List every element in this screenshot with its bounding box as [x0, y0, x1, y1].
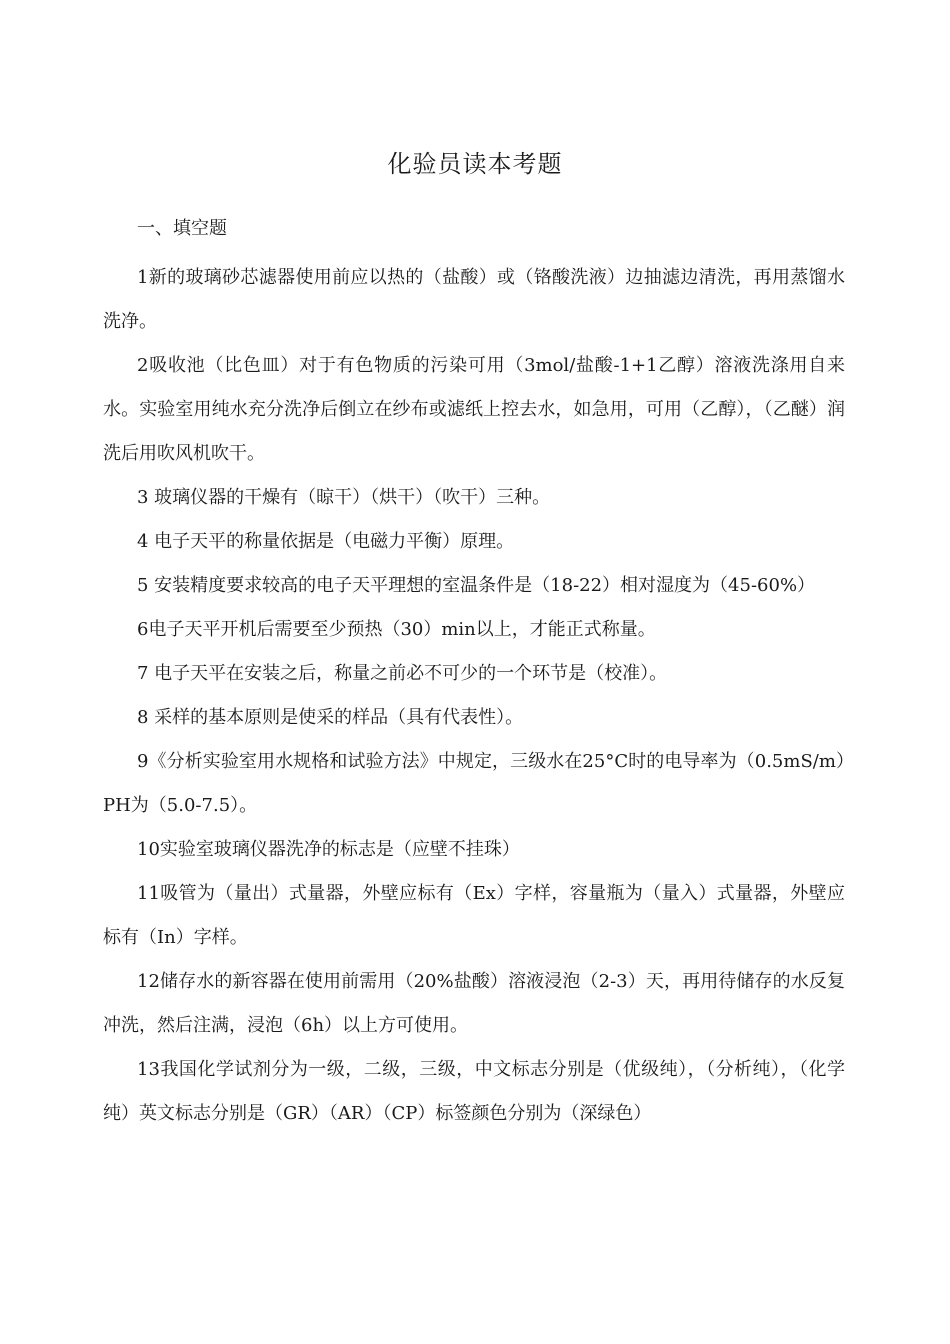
question-1: 1新的玻璃砂芯滤器使用前应以热的（盐酸）或（铬酸洗液）边抽滤边清洗，再用蒸馏水洗净。 — [103, 267, 845, 332]
question-6: 6电子天平开机后需要至少预热（30）min以上，才能正式称量。 — [137, 619, 656, 640]
question-13: 13我国化学试剂分为一级，二级，三级，中文标志分别是（优级纯），（分析纯），（化学纯）英文标志分别是（GR）（AR）（CP）标签颜色分别为（深绿色） — [103, 1059, 845, 1124]
question-7: 7 电子天平在安装之后，称量之前必不可少的一个环节是（校准）。 — [137, 663, 668, 684]
page-title: 化验员读本考题 — [387, 150, 563, 178]
question-10: 10实验室玻璃仪器洗净的标志是（应壁不挂珠） — [137, 839, 520, 860]
question-9: 9《分析实验室用水规格和试验方法》中规定，三级水在25°C时的电导率为（0.5mS/m）PH为（5.0-7.5）。 — [103, 751, 845, 816]
question-5: 5 安装精度要求较高的电子天平理想的室温条件是（18-22）相对湿度为（45-60%） — [137, 575, 816, 596]
question-12: 12储存水的新容器在使用前需用（20%盐酸）溶液浸泡（2-3）天，再用待储存的水反复冲洗，然后注满，浸泡（6h）以上方可使用。 — [103, 971, 845, 1036]
question-2: 2吸收池（比色皿）对于有色物质的污染可用（3mol/盐酸-1+1乙醇）溶液洗涤用自来水。实验室用纯水充分洗净后倒立在纱布或滤纸上控去水，如急用，可用（乙醇），（乙醚）润洗后用吹风机吹干。 — [103, 355, 845, 464]
section-heading: 一、填空题 — [137, 218, 227, 239]
question-3: 3 玻璃仪器的干燥有（晾干）（烘干）（吹干）三种。 — [137, 487, 551, 508]
document-body — [103, 212, 845, 1136]
question-8: 8 采样的基本原则是使采的样品（具有代表性）。 — [137, 707, 524, 728]
question-11: 11吸管为（量出）式量器，外壁应标有（Ex）字样，容量瓶为（量入）式量器，外壁应标有（In）字样。 — [103, 883, 845, 948]
question-4: 4 电子天平的称量依据是（电磁力平衡）原理。 — [137, 531, 515, 552]
